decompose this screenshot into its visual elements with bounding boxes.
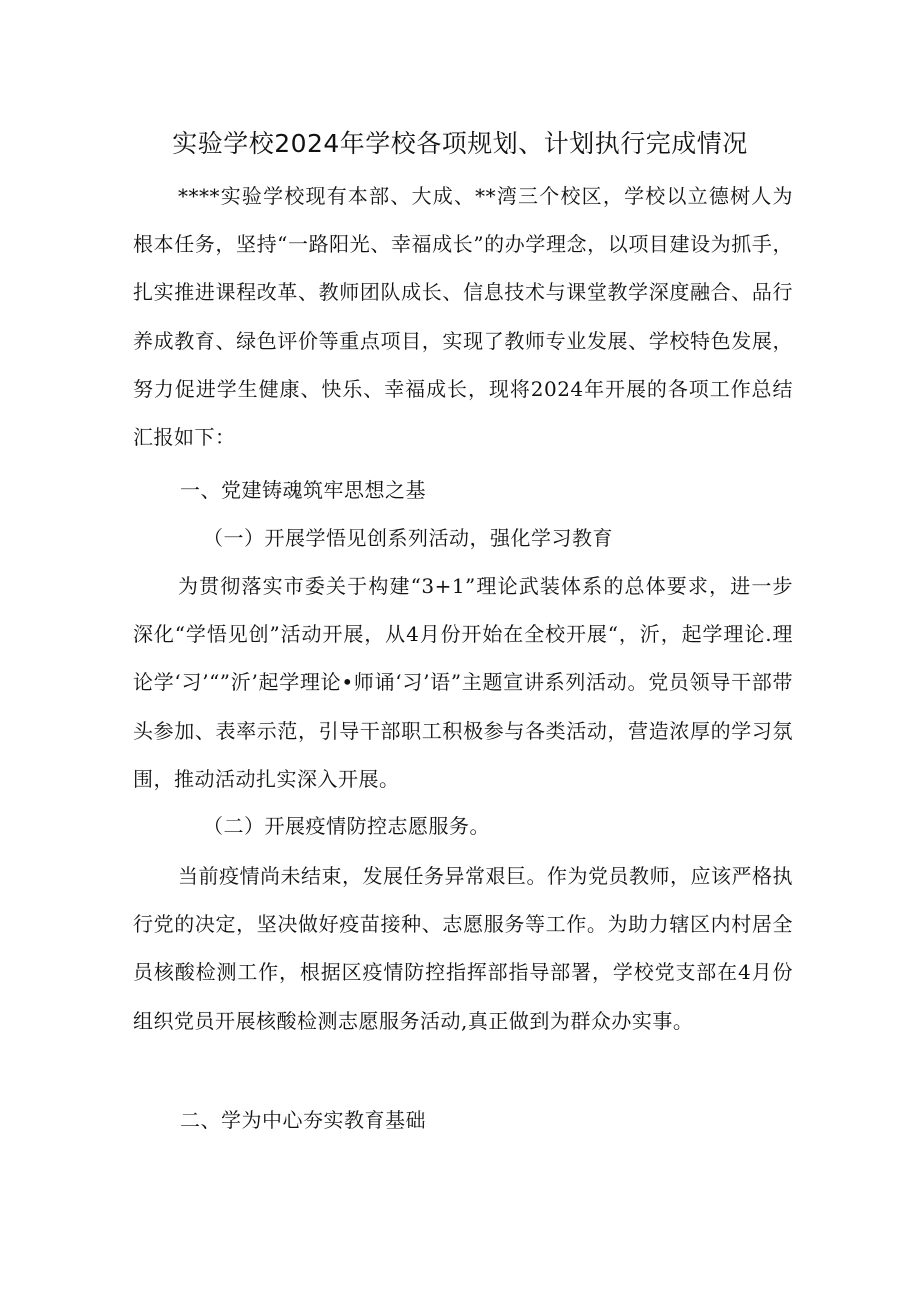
subsection-heading-study-activities: （一）开展学悟见创系列活动，强化学习教育: [203, 526, 613, 550]
subsection-heading-epidemic-service: （二）开展疫情防控志愿服务。: [203, 814, 490, 838]
intro-paragraph: ****实验学校现有本部、大成、**湾三个校区，学校以立德树人为根本任务，坚持“一路阳光、幸福成长”的办学理念，以项目建设为抓手，扎实推进课程改革、教师团队成长、信息技术与课堂教学深度融合、品行养成教育、绿色评价等重点项目，实现了教师专业发展、学校特色发展，努力促进学生健康、快乐、幸福成长，现将2024年开展的各项工作总结汇报如下：: [133, 184, 793, 450]
section-heading-learning-center: 二、学为中心夯实教育基础: [180, 1108, 426, 1132]
study-activities-paragraph: 为贯彻落实市委关于构建“3+1”理论武装体系的总体要求，进一步深化“学悟见创”活动开展，从4月份开始在全校开展“，沂，起学理论.理论学‘习’“”沂’起学理论•师诵‘习’语”主题宣讲系列活动。党员领导干部带头参加、表率示范，引导干部职工积极参与各类活动，营造浓厚的学习氛围，推动活动扎实深入开展。: [133, 574, 793, 791]
epidemic-service-paragraph: 当前疫情尚未结束，发展任务异常艰巨。作为党员教师，应该严格执行党的决定，坚决做好疫苗接种、志愿服务等工作。为助力辖区内村居全员核酸检测工作，根据区疫情防控指挥部指导部署，学校党支部在4月份组织党员开展核酸检测志愿服务活动,真正做到为群众办实事。: [133, 864, 793, 1033]
document-title: 实验学校2024年学校各项规划、计划执行完成情况: [172, 129, 748, 158]
section-heading-party-building: 一、党建铸魂筑牢思想之基: [180, 478, 426, 502]
